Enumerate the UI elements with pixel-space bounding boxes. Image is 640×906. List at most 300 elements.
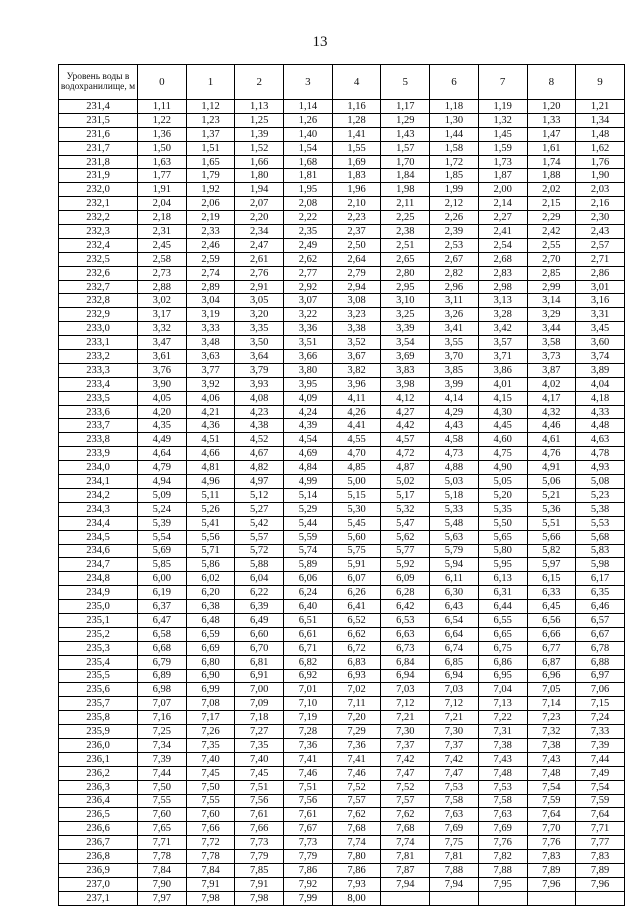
- value-cell: 4,12: [381, 391, 430, 405]
- table-row: [59, 516, 625, 530]
- value-cell: 7,02: [332, 683, 381, 697]
- value-cell: 1,94: [235, 183, 284, 197]
- table-row: [59, 391, 625, 405]
- value-cell: 4,52: [235, 433, 284, 447]
- value-cell: 7,76: [527, 836, 576, 850]
- value-cell: 7,33: [576, 725, 625, 739]
- value-cell: 7,37: [430, 738, 479, 752]
- value-cell: 1,85: [430, 169, 479, 183]
- table-row: [59, 225, 625, 239]
- value-cell: 6,81: [235, 655, 284, 669]
- value-cell: 1,80: [235, 169, 284, 183]
- value-cell: 1,54: [284, 141, 333, 155]
- water-level-cell: 236,8: [59, 850, 138, 864]
- value-cell: 7,98: [235, 891, 284, 905]
- value-cell: 3,80: [284, 363, 333, 377]
- value-cell: 2,88: [138, 280, 187, 294]
- water-level-cell: 234,7: [59, 558, 138, 572]
- value-cell: 2,67: [430, 252, 479, 266]
- table-row: [59, 891, 625, 905]
- value-cell: 1,48: [576, 127, 625, 141]
- value-cell: 5,20: [478, 488, 527, 502]
- water-level-cell: 236,2: [59, 766, 138, 780]
- value-cell: 5,39: [138, 516, 187, 530]
- value-cell: 3,96: [332, 377, 381, 391]
- value-cell: 4,97: [235, 475, 284, 489]
- value-cell: 7,12: [430, 697, 479, 711]
- table-row: [59, 725, 625, 739]
- water-level-cell: 233,7: [59, 419, 138, 433]
- value-cell: 6,31: [478, 586, 527, 600]
- value-cell: 4,42: [381, 419, 430, 433]
- value-cell: 7,88: [430, 863, 479, 877]
- value-cell: 3,29: [527, 308, 576, 322]
- value-cell: 6,57: [576, 613, 625, 627]
- value-cell: 2,79: [332, 266, 381, 280]
- value-cell: 1,79: [186, 169, 235, 183]
- value-cell: 1,41: [332, 127, 381, 141]
- value-cell: 7,50: [186, 780, 235, 794]
- table-row: [59, 502, 625, 516]
- water-level-cell: 232,4: [59, 238, 138, 252]
- table-row: [59, 322, 625, 336]
- value-cell: 7,03: [381, 683, 430, 697]
- water-level-cell: 232,6: [59, 266, 138, 280]
- value-cell: 6,72: [332, 641, 381, 655]
- value-cell: 1,34: [576, 113, 625, 127]
- table-row: [59, 294, 625, 308]
- table-row: [59, 822, 625, 836]
- value-cell: 4,64: [138, 447, 187, 461]
- water-level-cell: 237,0: [59, 877, 138, 891]
- value-cell: 7,63: [478, 808, 527, 822]
- value-cell: 7,17: [186, 711, 235, 725]
- value-cell: 6,70: [235, 641, 284, 655]
- value-cell: 5,11: [186, 488, 235, 502]
- value-cell: 7,03: [430, 683, 479, 697]
- value-cell: 2,15: [527, 197, 576, 211]
- value-cell: 2,70: [527, 252, 576, 266]
- value-cell: 6,64: [430, 627, 479, 641]
- value-cell: 7,75: [430, 836, 479, 850]
- value-cell: 2,39: [430, 225, 479, 239]
- value-cell: 3,90: [138, 377, 187, 391]
- value-cell: 5,53: [576, 516, 625, 530]
- value-cell: 6,43: [430, 600, 479, 614]
- table-row: [59, 544, 625, 558]
- value-cell: 2,92: [284, 280, 333, 294]
- value-cell: 4,61: [527, 433, 576, 447]
- value-cell: 4,82: [235, 461, 284, 475]
- value-cell: 1,76: [576, 155, 625, 169]
- table-row: [59, 363, 625, 377]
- value-cell: 7,51: [235, 780, 284, 794]
- water-level-cell: 231,5: [59, 113, 138, 127]
- value-cell: 3,58: [527, 336, 576, 350]
- value-cell: 2,85: [527, 266, 576, 280]
- value-cell: 7,39: [576, 738, 625, 752]
- value-cell: 2,58: [138, 252, 187, 266]
- value-cell: 4,99: [284, 475, 333, 489]
- value-cell: 1,91: [138, 183, 187, 197]
- value-cell: 5,92: [381, 558, 430, 572]
- value-cell: 7,10: [284, 697, 333, 711]
- value-cell: 7,90: [138, 877, 187, 891]
- value-cell: 6,22: [235, 586, 284, 600]
- value-cell: 1,84: [381, 169, 430, 183]
- value-cell: 3,55: [430, 336, 479, 350]
- value-cell: 6,85: [430, 655, 479, 669]
- table-row: [59, 586, 625, 600]
- value-cell: 1,19: [478, 100, 527, 114]
- value-cell: 7,09: [235, 697, 284, 711]
- column-header-3: 3: [284, 65, 333, 100]
- value-cell: 4,79: [138, 461, 187, 475]
- value-cell: 4,48: [576, 419, 625, 433]
- value-cell: 6,07: [332, 572, 381, 586]
- value-cell: 3,73: [527, 350, 576, 364]
- value-cell: 7,69: [478, 822, 527, 836]
- value-cell: 6,58: [138, 627, 187, 641]
- table-row: [59, 127, 625, 141]
- table-row: [59, 600, 625, 614]
- value-cell: 1,83: [332, 169, 381, 183]
- value-cell: 7,54: [527, 780, 576, 794]
- water-level-cell: 232,2: [59, 211, 138, 225]
- value-cell: 2,10: [332, 197, 381, 211]
- value-cell: 7,73: [284, 836, 333, 850]
- value-cell: 7,89: [527, 863, 576, 877]
- value-cell: 6,66: [527, 627, 576, 641]
- table-row: [59, 461, 625, 475]
- value-cell: 7,00: [235, 683, 284, 697]
- value-cell: [430, 891, 479, 905]
- value-cell: 6,30: [430, 586, 479, 600]
- value-cell: 7,82: [478, 850, 527, 864]
- value-cell: 2,54: [478, 238, 527, 252]
- value-cell: 6,20: [186, 586, 235, 600]
- value-cell: 1,74: [527, 155, 576, 169]
- value-cell: 4,33: [576, 405, 625, 419]
- value-cell: 7,64: [527, 808, 576, 822]
- value-cell: 1,32: [478, 113, 527, 127]
- value-cell: 7,48: [478, 766, 527, 780]
- value-cell: 4,49: [138, 433, 187, 447]
- value-cell: 5,63: [430, 530, 479, 544]
- value-cell: 7,81: [430, 850, 479, 864]
- value-cell: 6,73: [381, 641, 430, 655]
- value-cell: 7,34: [138, 738, 187, 752]
- value-cell: 1,68: [284, 155, 333, 169]
- value-cell: 6,86: [478, 655, 527, 669]
- water-level-cell: 236,9: [59, 863, 138, 877]
- value-cell: 2,77: [284, 266, 333, 280]
- value-cell: 6,91: [235, 669, 284, 683]
- value-cell: 1,16: [332, 100, 381, 114]
- value-cell: 2,71: [576, 252, 625, 266]
- value-cell: 7,67: [284, 822, 333, 836]
- value-cell: 1,20: [527, 100, 576, 114]
- water-level-cell: 234,4: [59, 516, 138, 530]
- water-level-cell: 235,8: [59, 711, 138, 725]
- value-cell: 1,88: [527, 169, 576, 183]
- value-cell: 7,79: [235, 850, 284, 864]
- value-cell: 6,77: [527, 641, 576, 655]
- value-cell: 4,27: [381, 405, 430, 419]
- value-cell: 5,86: [186, 558, 235, 572]
- value-cell: 5,71: [186, 544, 235, 558]
- water-level-cell: 235,3: [59, 641, 138, 655]
- value-cell: 2,23: [332, 211, 381, 225]
- water-level-cell: 232,9: [59, 308, 138, 322]
- value-cell: 7,19: [284, 711, 333, 725]
- table-row: [59, 794, 625, 808]
- value-cell: 4,51: [186, 433, 235, 447]
- value-cell: 7,62: [381, 808, 430, 822]
- table-row: [59, 475, 625, 489]
- table-body: [59, 100, 625, 906]
- value-cell: 3,13: [478, 294, 527, 308]
- value-cell: 7,83: [576, 850, 625, 864]
- value-cell: 7,51: [284, 780, 333, 794]
- value-cell: 3,33: [186, 322, 235, 336]
- value-cell: 2,42: [527, 225, 576, 239]
- value-cell: 2,33: [186, 225, 235, 239]
- value-cell: 7,65: [138, 822, 187, 836]
- value-cell: 1,28: [332, 113, 381, 127]
- value-cell: 3,57: [478, 336, 527, 350]
- value-cell: 6,35: [576, 586, 625, 600]
- value-cell: 6,90: [186, 669, 235, 683]
- column-header-8: 8: [527, 65, 576, 100]
- table-row: [59, 405, 625, 419]
- water-level-cell: 231,6: [59, 127, 138, 141]
- value-cell: 3,70: [430, 350, 479, 364]
- value-cell: 7,66: [235, 822, 284, 836]
- value-cell: 5,47: [381, 516, 430, 530]
- value-cell: 3,71: [478, 350, 527, 364]
- table-row: [59, 197, 625, 211]
- table-row: [59, 155, 625, 169]
- value-cell: 1,77: [138, 169, 187, 183]
- value-cell: 7,72: [186, 836, 235, 850]
- value-cell: 3,93: [235, 377, 284, 391]
- value-cell: 6,62: [332, 627, 381, 641]
- value-cell: 7,61: [284, 808, 333, 822]
- value-cell: 7,59: [527, 794, 576, 808]
- water-level-cell: 233,0: [59, 322, 138, 336]
- table-row: [59, 183, 625, 197]
- value-cell: 4,70: [332, 447, 381, 461]
- value-cell: 7,18: [235, 711, 284, 725]
- value-cell: 7,35: [235, 738, 284, 752]
- value-cell: 2,89: [186, 280, 235, 294]
- value-cell: 5,15: [332, 488, 381, 502]
- value-cell: 5,05: [478, 475, 527, 489]
- value-cell: 4,94: [138, 475, 187, 489]
- value-cell: 5,38: [576, 502, 625, 516]
- value-cell: 3,38: [332, 322, 381, 336]
- value-cell: 7,91: [235, 877, 284, 891]
- value-cell: 4,90: [478, 461, 527, 475]
- value-cell: 6,80: [186, 655, 235, 669]
- value-cell: 6,92: [284, 669, 333, 683]
- value-cell: 7,26: [186, 725, 235, 739]
- value-cell: 2,07: [235, 197, 284, 211]
- value-cell: 3,99: [430, 377, 479, 391]
- value-cell: 3,11: [430, 294, 479, 308]
- value-cell: 6,02: [186, 572, 235, 586]
- value-cell: 4,84: [284, 461, 333, 475]
- value-cell: 7,05: [527, 683, 576, 697]
- value-cell: 7,86: [332, 863, 381, 877]
- value-cell: 5,51: [527, 516, 576, 530]
- value-cell: 7,71: [576, 822, 625, 836]
- value-cell: 1,63: [138, 155, 187, 169]
- value-cell: 6,47: [138, 613, 187, 627]
- water-level-cell: 234,6: [59, 544, 138, 558]
- value-cell: 3,10: [381, 294, 430, 308]
- value-cell: 1,13: [235, 100, 284, 114]
- value-cell: 2,59: [186, 252, 235, 266]
- value-cell: 4,05: [138, 391, 187, 405]
- value-cell: 7,44: [138, 766, 187, 780]
- value-cell: 4,08: [235, 391, 284, 405]
- value-cell: 3,67: [332, 350, 381, 364]
- water-level-cell: 231,8: [59, 155, 138, 169]
- value-cell: 1,90: [576, 169, 625, 183]
- value-cell: 7,84: [138, 863, 187, 877]
- value-cell: 8,00: [332, 891, 381, 905]
- value-cell: 4,57: [381, 433, 430, 447]
- value-cell: 4,35: [138, 419, 187, 433]
- value-cell: 1,47: [527, 127, 576, 141]
- value-cell: 3,95: [284, 377, 333, 391]
- value-cell: 6,45: [527, 600, 576, 614]
- column-header-0: 0: [138, 65, 187, 100]
- value-cell: 3,69: [381, 350, 430, 364]
- value-cell: 6,60: [235, 627, 284, 641]
- table-row: [59, 683, 625, 697]
- value-cell: 3,66: [284, 350, 333, 364]
- value-cell: 3,16: [576, 294, 625, 308]
- value-cell: 4,69: [284, 447, 333, 461]
- value-cell: 7,52: [381, 780, 430, 794]
- value-cell: 7,86: [284, 863, 333, 877]
- value-cell: 2,20: [235, 211, 284, 225]
- value-cell: 5,08: [576, 475, 625, 489]
- value-cell: 7,16: [138, 711, 187, 725]
- value-cell: 7,37: [381, 738, 430, 752]
- value-cell: 4,17: [527, 391, 576, 405]
- value-cell: 4,81: [186, 461, 235, 475]
- water-level-cell: 234,0: [59, 461, 138, 475]
- value-cell: 5,83: [576, 544, 625, 558]
- value-cell: 6,68: [138, 641, 187, 655]
- value-cell: 2,18: [138, 211, 187, 225]
- value-cell: 3,77: [186, 363, 235, 377]
- value-cell: 5,69: [138, 544, 187, 558]
- water-level-table: [58, 64, 625, 906]
- value-cell: 3,25: [381, 308, 430, 322]
- table-row: [59, 141, 625, 155]
- value-cell: 6,71: [284, 641, 333, 655]
- value-cell: 2,12: [430, 197, 479, 211]
- table-row: [59, 669, 625, 683]
- value-cell: 6,46: [576, 600, 625, 614]
- value-cell: 7,15: [576, 697, 625, 711]
- value-cell: 4,75: [478, 447, 527, 461]
- water-level-cell: 232,3: [59, 225, 138, 239]
- table-row: [59, 613, 625, 627]
- value-cell: 5,02: [381, 475, 430, 489]
- table-row: [59, 850, 625, 864]
- value-cell: 7,58: [478, 794, 527, 808]
- value-cell: 1,51: [186, 141, 235, 155]
- value-cell: 6,94: [430, 669, 479, 683]
- value-cell: 6,56: [527, 613, 576, 627]
- value-cell: 7,32: [527, 725, 576, 739]
- value-cell: 6,06: [284, 572, 333, 586]
- value-cell: 1,36: [138, 127, 187, 141]
- value-cell: 5,59: [284, 530, 333, 544]
- value-cell: 6,24: [284, 586, 333, 600]
- value-cell: 7,87: [381, 863, 430, 877]
- value-cell: 4,43: [430, 419, 479, 433]
- value-cell: 2,96: [430, 280, 479, 294]
- value-cell: 6,44: [478, 600, 527, 614]
- value-cell: 6,99: [186, 683, 235, 697]
- value-cell: 1,98: [381, 183, 430, 197]
- value-cell: 7,96: [576, 877, 625, 891]
- value-cell: 2,26: [430, 211, 479, 225]
- value-cell: 1,59: [478, 141, 527, 155]
- value-cell: 7,79: [284, 850, 333, 864]
- value-cell: 6,89: [138, 669, 187, 683]
- value-cell: 6,84: [381, 655, 430, 669]
- value-cell: 1,52: [235, 141, 284, 155]
- value-cell: 3,19: [186, 308, 235, 322]
- value-cell: 7,62: [332, 808, 381, 822]
- value-cell: 5,54: [138, 530, 187, 544]
- value-cell: 6,83: [332, 655, 381, 669]
- table-row: [59, 350, 625, 364]
- value-cell: 3,32: [138, 322, 187, 336]
- value-cell: 7,85: [235, 863, 284, 877]
- value-cell: 6,17: [576, 572, 625, 586]
- value-cell: 2,57: [576, 238, 625, 252]
- value-cell: 4,32: [527, 405, 576, 419]
- value-cell: [576, 891, 625, 905]
- value-cell: 5,27: [235, 502, 284, 516]
- water-level-cell: 234,5: [59, 530, 138, 544]
- column-header-water-level: Уровень воды в водохранилище, м: [59, 65, 138, 100]
- value-cell: 4,39: [284, 419, 333, 433]
- value-cell: 2,35: [284, 225, 333, 239]
- value-cell: 7,57: [332, 794, 381, 808]
- value-cell: 6,53: [381, 613, 430, 627]
- water-level-cell: 234,2: [59, 488, 138, 502]
- value-cell: 1,62: [576, 141, 625, 155]
- value-cell: 3,17: [138, 308, 187, 322]
- value-cell: 4,45: [478, 419, 527, 433]
- value-cell: 3,82: [332, 363, 381, 377]
- value-cell: 4,63: [576, 433, 625, 447]
- value-cell: 4,88: [430, 461, 479, 475]
- value-cell: 3,61: [138, 350, 187, 364]
- value-cell: 6,33: [527, 586, 576, 600]
- value-cell: 4,14: [430, 391, 479, 405]
